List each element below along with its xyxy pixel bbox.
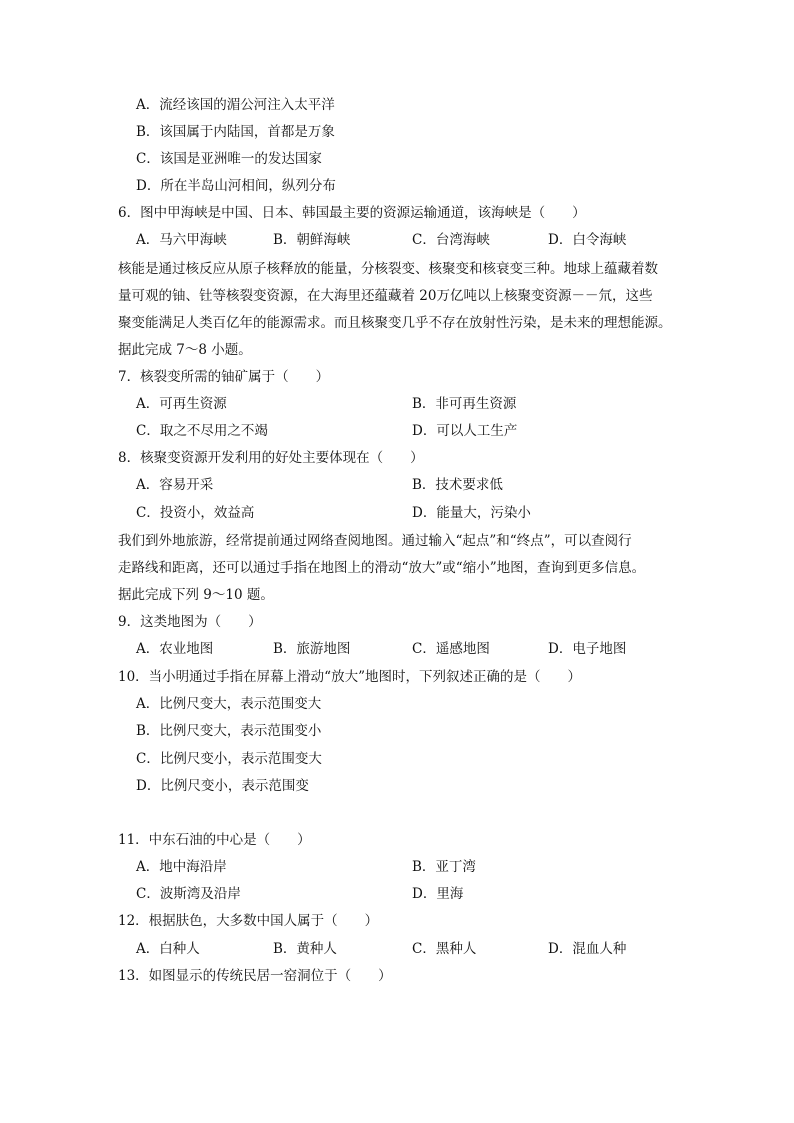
q11-option-c: C．波斯湾及沿岸: [136, 886, 241, 902]
q10-option-a: A．比例尺变大，表示范围变大: [136, 696, 322, 712]
q11-option-a: A．地中海沿岸: [136, 859, 227, 875]
q6-option-d: D．白令海峡: [548, 232, 627, 248]
passage-7-8-line-3: 聚变能满足人类百亿年的能源需求。而且核聚变几乎不存在放射性污染，是未来的理想能源。: [118, 315, 672, 331]
q6-stem: 6．图中甲海峡是中国、日本、韩国最主要的资源运输通道，该海峡是（ ）: [118, 205, 586, 221]
q7-stem: 7．核裂变所需的铀矿属于（ ）: [118, 369, 330, 385]
q9-option-a: A．农业地图: [136, 641, 214, 657]
q12-option-a: A．白种人: [136, 941, 200, 957]
q12-option-c: C．黑种人: [412, 941, 477, 957]
q11-option-b: B．亚丁湾: [412, 859, 476, 875]
q9-option-c: C．遥感地图: [412, 641, 490, 657]
q9-stem: 9．这类地图为（ ）: [118, 614, 262, 630]
q10-option-c: C．比例尺变小，表示范围变大: [136, 751, 322, 767]
q7-option-a: A．可再生资源: [136, 396, 227, 412]
q7-option-d: D．可以人工生产: [412, 423, 518, 439]
q8-option-d: D．能量大，污染小: [412, 505, 531, 521]
q8-option-b: B．技术要求低: [412, 477, 503, 493]
q7-option-c: C．取之不尽用之不竭: [136, 423, 268, 439]
q10-option-d: D．比例尺变小，表示范围变: [136, 778, 309, 794]
q5-option-a: A．流经该国的湄公河注入太平洋: [136, 97, 335, 113]
q12-option-d: D．混血人种: [548, 941, 627, 957]
q12-option-b: B．黄种人: [273, 941, 337, 957]
q7-option-b: B．非可再生资源: [412, 396, 517, 412]
q13-stem: 13．如图显示的传统民居一窑洞位于（ ）: [118, 968, 392, 984]
passage-9-10-line-1: 我们到外地旅游，经常提前通过网络查阅地图。通过输入“起点”和“终点”，可以查阅行: [118, 533, 632, 549]
q5-option-c: C．该国是亚洲唯一的发达国家: [136, 151, 322, 167]
q9-option-b: B．旅游地图: [273, 641, 351, 657]
passage-7-8-line-4: 据此完成 7～8 小题。: [118, 342, 252, 358]
q8-stem: 8．核聚变资源开发利用的好处主要体现在（ ）: [118, 450, 424, 466]
q9-option-d: D．电子地图: [548, 641, 627, 657]
q6-option-a: A．马六甲海峡: [136, 232, 227, 248]
q11-stem: 11．中东石油的中心是（ ）: [118, 832, 311, 848]
passage-7-8-line-2: 量可观的铀、钍等核裂变资源，在大海里还蕴藏着 20万亿吨以上核聚变资源－－氘，这些: [118, 288, 653, 304]
q5-option-b: B．该国属于内陆国，首都是万象: [136, 124, 335, 140]
q6-option-c: C．台湾海峡: [412, 232, 490, 248]
passage-9-10-line-3: 据此完成下列 9～10 题。: [118, 587, 274, 603]
passage-7-8-line-1: 核能是通过核反应从原子核释放的能量，分核裂变、核聚变和核衰变三种。地球上蕴藏着数: [118, 261, 658, 277]
q11-option-d: D．里海: [412, 886, 464, 902]
q8-option-c: C．投资小，效益高: [136, 505, 255, 521]
q10-stem: 10．当小明通过手指在屏幕上滑动“放大”地图时，下列叙述正确的是（ ）: [118, 669, 581, 685]
passage-9-10-line-2: 走路线和距离，还可以通过手指在地图上的滑动“放大”或“缩小”地图，查询到更多信息。: [118, 560, 646, 576]
q5-option-d: D．所在半岛山河相间，纵列分布: [136, 178, 336, 194]
q8-option-a: A．容易开采: [136, 477, 214, 493]
q10-option-b: B．比例尺变大，表示范围变小: [136, 723, 322, 739]
q12-stem: 12．根据肤色，大多数中国人属于（ ）: [118, 913, 379, 929]
q6-option-b: B．朝鲜海峡: [273, 232, 351, 248]
